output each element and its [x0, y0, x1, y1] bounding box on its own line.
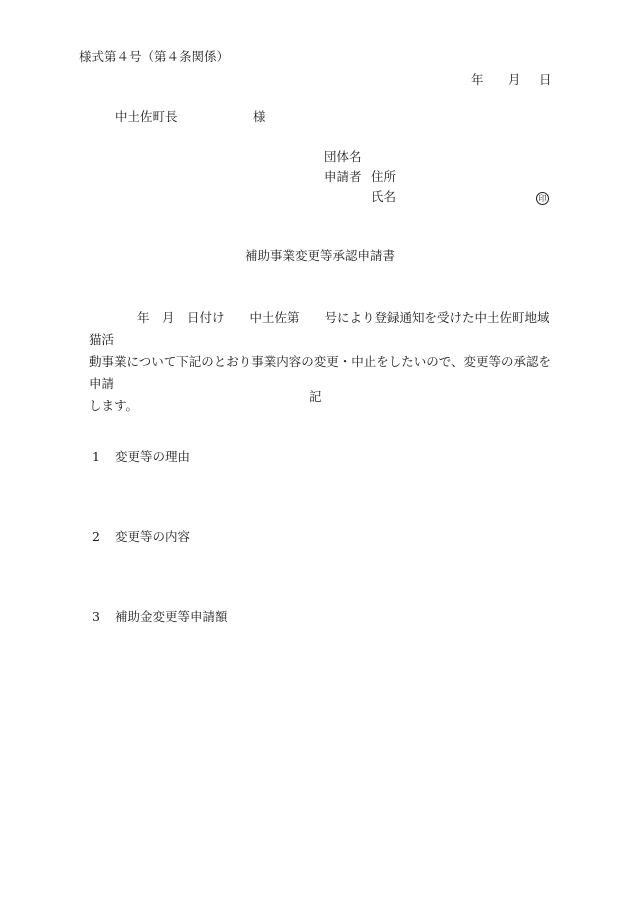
organization-label: 団体名 [324, 149, 362, 164]
document-title: 補助事業変更等承認申請書 [245, 248, 396, 263]
address-label: 住所 [371, 169, 397, 184]
addressee-honorific: 様 [253, 109, 266, 124]
date-month-label: 月 [508, 72, 521, 87]
body-paragraph [89, 307, 559, 417]
body-line-1: 年 月 日付け 中土佐第 号により登録通知を受けた中土佐町地域猫活 [89, 310, 550, 347]
applicant-label: 申請者 [324, 169, 362, 184]
item-number-2: 2 [92, 529, 100, 544]
item-label-3: 補助金変更等申請額 [115, 609, 228, 624]
form-number: 様式第４号（第４条関係） [79, 49, 230, 64]
item-number-1: 1 [92, 449, 100, 464]
date-year-label: 年 [471, 72, 484, 87]
name-label: 氏名 [371, 189, 397, 204]
addressee-name: 中土佐町長 [115, 109, 178, 124]
item-label-2: 変更等の内容 [115, 529, 191, 544]
body-line-2: 動事業について下記のとおり事業内容の変更・中止をしたいので、変更等の承認を申請 [89, 354, 552, 391]
body-line-3: します。 [89, 398, 139, 413]
date-day-label: 日 [539, 72, 552, 87]
ki-heading: 記 [309, 389, 322, 404]
item-label-1: 変更等の理由 [115, 449, 191, 464]
seal-mark: 印 [536, 192, 549, 205]
item-number-3: 3 [92, 609, 100, 624]
